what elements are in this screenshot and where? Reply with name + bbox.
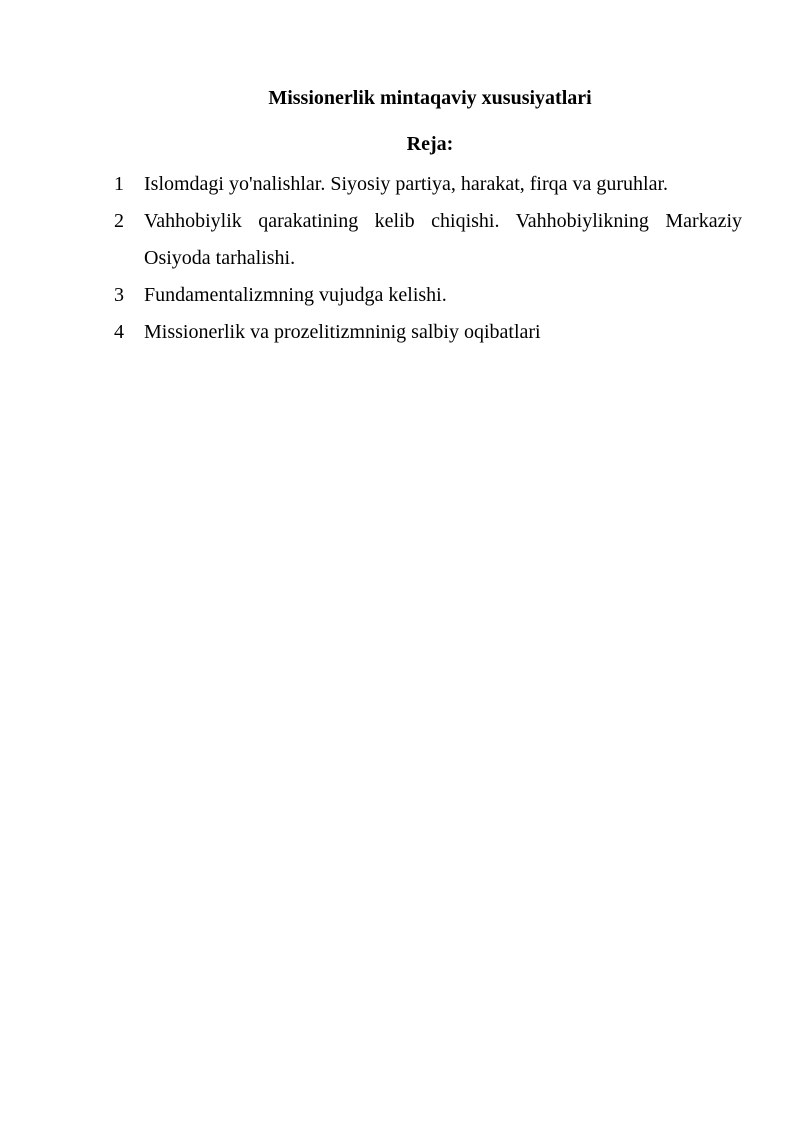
plan-item <box>114 277 742 314</box>
plan-item-number: 4 <box>114 321 124 343</box>
plan-list <box>114 166 742 351</box>
plan-item-text: Fundamentalizmning vujudga kelishi. <box>144 284 447 306</box>
plan-item-text: Missionerlik va prozelitizmninig salbiy oqibatlari <box>144 321 541 343</box>
plan-item-text: Vahhobiylik qarakatining kelib chiqishi. Vahhobiylikning Markaziy Osiyoda tarhalishi. <box>144 210 742 269</box>
plan-item <box>114 203 742 277</box>
plan-item-number: 3 <box>114 284 124 306</box>
plan-item-number: 1 <box>114 173 124 195</box>
plan-heading: Reja: <box>406 133 454 155</box>
plan-item <box>114 314 742 351</box>
plan-item-text: Islomdagi yo'nalishlar. Siyosiy partiya, harakat, firqa va guruhlar. <box>144 173 669 195</box>
plan-item <box>114 166 742 203</box>
document-title: Missionerlik mintaqaviy xususiyatlari <box>268 87 592 109</box>
plan-item-number: 2 <box>114 210 124 232</box>
